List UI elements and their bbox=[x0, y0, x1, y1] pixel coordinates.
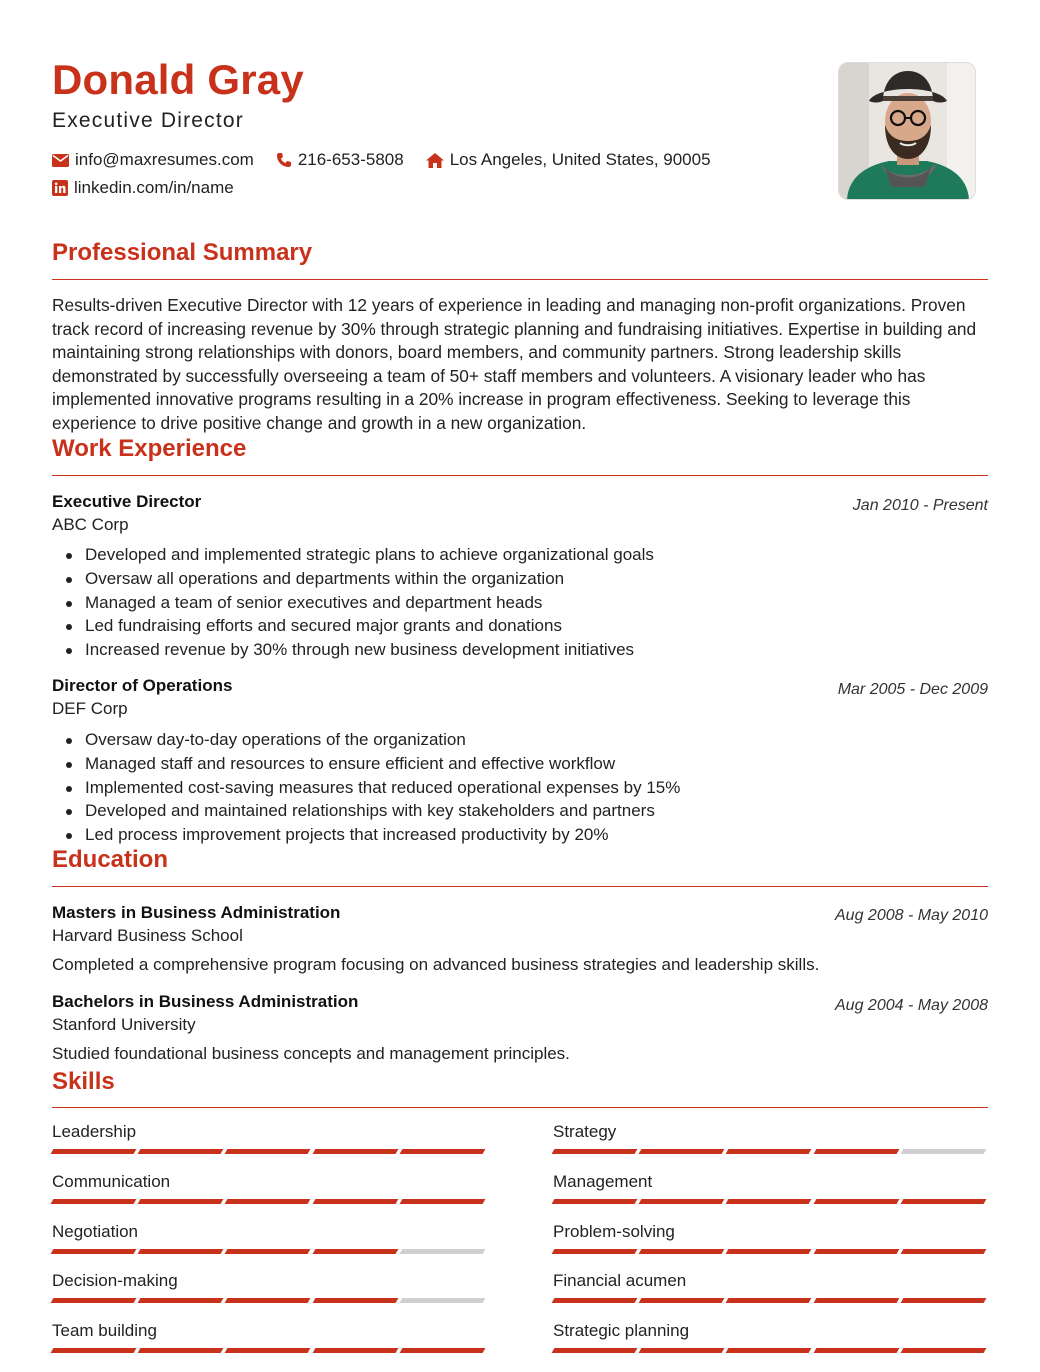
phone-icon bbox=[276, 152, 292, 168]
education-dates: Aug 2004 - May 2008 bbox=[835, 997, 988, 1014]
job-title: Director of Operations bbox=[52, 676, 233, 695]
envelope-icon bbox=[52, 154, 69, 167]
skill-level-segment-filled bbox=[639, 1249, 725, 1254]
skill-level-segment-filled bbox=[312, 1298, 398, 1303]
skill-level-segment-filled bbox=[552, 1199, 638, 1204]
skill-name: Leadership bbox=[52, 1122, 137, 1141]
skill-name: Strategic planning bbox=[553, 1321, 690, 1341]
skill-level-segment-filled bbox=[51, 1249, 137, 1254]
candidate-title: Executive Director bbox=[52, 109, 244, 132]
skill-level-segment-filled bbox=[552, 1249, 638, 1254]
skill-level-bar bbox=[52, 1199, 488, 1204]
skill-level-bar bbox=[553, 1298, 989, 1303]
school-name: Stanford University bbox=[52, 1015, 196, 1034]
skill-level-segment-filled bbox=[399, 1348, 485, 1353]
candidate-name: Donald Gray bbox=[52, 56, 304, 103]
skill-name: Problem-solving bbox=[553, 1221, 675, 1241]
contact-location bbox=[426, 150, 711, 170]
skill-level-segment-filled bbox=[225, 1199, 311, 1204]
education-description: Completed a comprehensive program focusing on advanced business strategies and leadership skills. bbox=[52, 955, 820, 974]
skill-level-segment-filled bbox=[813, 1199, 899, 1204]
skill-level-segment-filled bbox=[225, 1149, 311, 1154]
skill-level-segment-filled bbox=[312, 1149, 398, 1154]
summary-divider bbox=[52, 279, 988, 280]
skill-level-segment-empty bbox=[399, 1249, 485, 1254]
job-dates: Mar 2005 - Dec 2009 bbox=[837, 681, 988, 698]
skill-level-segment-filled bbox=[726, 1348, 812, 1353]
skill-item bbox=[52, 1321, 488, 1353]
job-title: Executive Director bbox=[52, 492, 202, 511]
contact-linkedin[interactable] bbox=[52, 178, 234, 198]
portrait-illustration bbox=[839, 63, 975, 199]
skill-level-segment-filled bbox=[900, 1298, 986, 1303]
skill-level-segment-filled bbox=[813, 1249, 899, 1254]
list-item: Developed and implemented strategic plans to achieve organizational goals bbox=[85, 543, 654, 567]
skill-level-bar bbox=[553, 1348, 989, 1353]
skill-level-segment-filled bbox=[726, 1199, 812, 1204]
job-dates: Jan 2010 - Present bbox=[852, 497, 988, 514]
skill-level-segment-filled bbox=[312, 1199, 398, 1204]
skill-level-segment-filled bbox=[138, 1298, 224, 1303]
skill-level-segment-empty bbox=[399, 1298, 485, 1303]
skill-item bbox=[553, 1172, 989, 1204]
skill-level-bar bbox=[553, 1249, 989, 1254]
skill-level-segment-filled bbox=[639, 1149, 725, 1154]
skill-item bbox=[52, 1172, 488, 1204]
skill-level-bar bbox=[553, 1149, 989, 1154]
skill-level-segment-filled bbox=[813, 1149, 899, 1154]
list-item: Led fundraising efforts and secured major grants and donations bbox=[85, 614, 654, 638]
list-item: Led process improvement projects that increased productivity by 20% bbox=[85, 823, 680, 847]
skill-level-segment-filled bbox=[138, 1149, 224, 1154]
skill-level-segment-filled bbox=[312, 1249, 398, 1254]
education-dates: Aug 2008 - May 2010 bbox=[835, 907, 988, 924]
contact-phone[interactable] bbox=[276, 150, 404, 170]
linkedin-text: linkedin.com/in/name bbox=[74, 178, 234, 197]
skill-level-segment-filled bbox=[51, 1199, 137, 1204]
education-description: Studied foundational business concepts and management principles. bbox=[52, 1044, 570, 1063]
skill-level-segment-filled bbox=[138, 1348, 224, 1353]
email-text: info@maxresumes.com bbox=[75, 150, 254, 169]
skill-item bbox=[553, 1222, 989, 1254]
summary-text: Results-driven Executive Director with 12 years of experience in leading and managing non-profit organizations. Proven track record of increasing revenue by 30% through strategic planning and fundraising initiatives. Expertise in building and maintaining strong relationships with donors, board members, and community partners. Strong leadership skills demonstrated by successfully overseeing a team of 50+ staff members and volunteers. A visionary leader who has implemented innovative programs resulting in a 20% increase in program effectiveness. Seeking to leverage this experience to drive positive change and growth in a new organization. bbox=[52, 295, 977, 433]
skill-level-segment-filled bbox=[639, 1298, 725, 1303]
list-item: Oversaw all operations and departments within the organization bbox=[85, 567, 654, 591]
skill-level-bar bbox=[52, 1348, 488, 1353]
skill-level-segment-filled bbox=[51, 1149, 137, 1154]
skills-divider bbox=[52, 1107, 988, 1108]
job-company: DEF Corp bbox=[52, 699, 128, 718]
skill-level-bar bbox=[52, 1298, 488, 1303]
skill-level-segment-filled bbox=[399, 1149, 485, 1154]
contact-email[interactable] bbox=[52, 150, 254, 170]
skill-level-bar bbox=[553, 1199, 989, 1204]
degree-title: Bachelors in Business Administration bbox=[52, 992, 359, 1011]
skill-level-bar bbox=[52, 1149, 488, 1154]
skill-level-segment-filled bbox=[225, 1298, 311, 1303]
skill-name: Negotiation bbox=[52, 1221, 139, 1241]
skill-level-bar bbox=[52, 1249, 488, 1254]
skill-level-segment-filled bbox=[399, 1199, 485, 1204]
skill-level-segment-filled bbox=[726, 1298, 812, 1303]
skills-heading: Skills bbox=[52, 1068, 115, 1095]
skill-item bbox=[52, 1271, 488, 1303]
contact-row-2 bbox=[52, 178, 256, 198]
contact-row-1 bbox=[52, 150, 733, 170]
skill-name: Financial acumen bbox=[553, 1271, 687, 1291]
skill-level-segment-filled bbox=[552, 1298, 638, 1303]
skill-item bbox=[52, 1222, 488, 1254]
skill-level-segment-filled bbox=[900, 1348, 986, 1353]
experience-heading: Work Experience bbox=[52, 435, 247, 462]
skill-level-segment-filled bbox=[51, 1298, 137, 1303]
skill-level-segment-filled bbox=[639, 1199, 725, 1204]
job-bullets bbox=[52, 728, 680, 847]
linkedin-icon bbox=[52, 180, 68, 196]
skill-level-segment-filled bbox=[225, 1348, 311, 1353]
skill-name: Strategy bbox=[553, 1122, 617, 1141]
education-divider bbox=[52, 886, 988, 887]
skill-level-segment-filled bbox=[813, 1348, 899, 1353]
skill-name: Communication bbox=[52, 1171, 171, 1191]
skill-level-segment-filled bbox=[639, 1348, 725, 1353]
skill-level-segment-filled bbox=[726, 1249, 812, 1254]
job-bullets bbox=[52, 543, 654, 662]
list-item: Managed a team of senior executives and department heads bbox=[85, 591, 654, 615]
experience-divider bbox=[52, 475, 988, 476]
skill-level-segment-filled bbox=[900, 1249, 986, 1254]
list-item: Implemented cost-saving measures that reduced operational expenses by 15% bbox=[85, 776, 680, 800]
skill-level-segment-filled bbox=[900, 1199, 986, 1204]
skill-item bbox=[52, 1122, 488, 1154]
education-heading: Education bbox=[52, 846, 169, 873]
list-item: Managed staff and resources to ensure efficient and effective workflow bbox=[85, 752, 680, 776]
skill-level-segment-empty bbox=[900, 1149, 986, 1154]
skill-level-segment-filled bbox=[813, 1298, 899, 1303]
skill-item bbox=[553, 1321, 989, 1353]
location-text: Los Angeles, United States, 90005 bbox=[449, 150, 711, 169]
skill-name: Decision-making bbox=[52, 1271, 178, 1291]
skill-name: Team building bbox=[52, 1321, 157, 1341]
phone-text: 216-653-5808 bbox=[297, 150, 404, 169]
skill-level-segment-filled bbox=[225, 1249, 311, 1254]
school-name: Harvard Business School bbox=[52, 926, 243, 945]
job-company: ABC Corp bbox=[52, 515, 129, 534]
list-item: Increased revenue by 30% through new business development initiatives bbox=[85, 638, 654, 662]
skill-level-segment-filled bbox=[138, 1199, 224, 1204]
skill-name: Management bbox=[553, 1171, 653, 1191]
skill-level-segment-filled bbox=[552, 1149, 638, 1154]
degree-title: Masters in Business Administration bbox=[52, 903, 341, 922]
skill-level-segment-filled bbox=[312, 1348, 398, 1353]
list-item: Developed and maintained relationships with key stakeholders and partners bbox=[85, 799, 680, 823]
list-item: Oversaw day-to-day operations of the organization bbox=[85, 728, 680, 752]
skill-item bbox=[553, 1271, 989, 1303]
skill-level-segment-filled bbox=[726, 1149, 812, 1154]
skill-item bbox=[553, 1122, 989, 1154]
summary-heading: Professional Summary bbox=[52, 239, 313, 266]
home-icon bbox=[426, 153, 444, 168]
skill-level-segment-filled bbox=[51, 1348, 137, 1353]
profile-photo bbox=[838, 62, 976, 200]
skill-level-segment-filled bbox=[552, 1348, 638, 1353]
skill-level-segment-filled bbox=[138, 1249, 224, 1254]
